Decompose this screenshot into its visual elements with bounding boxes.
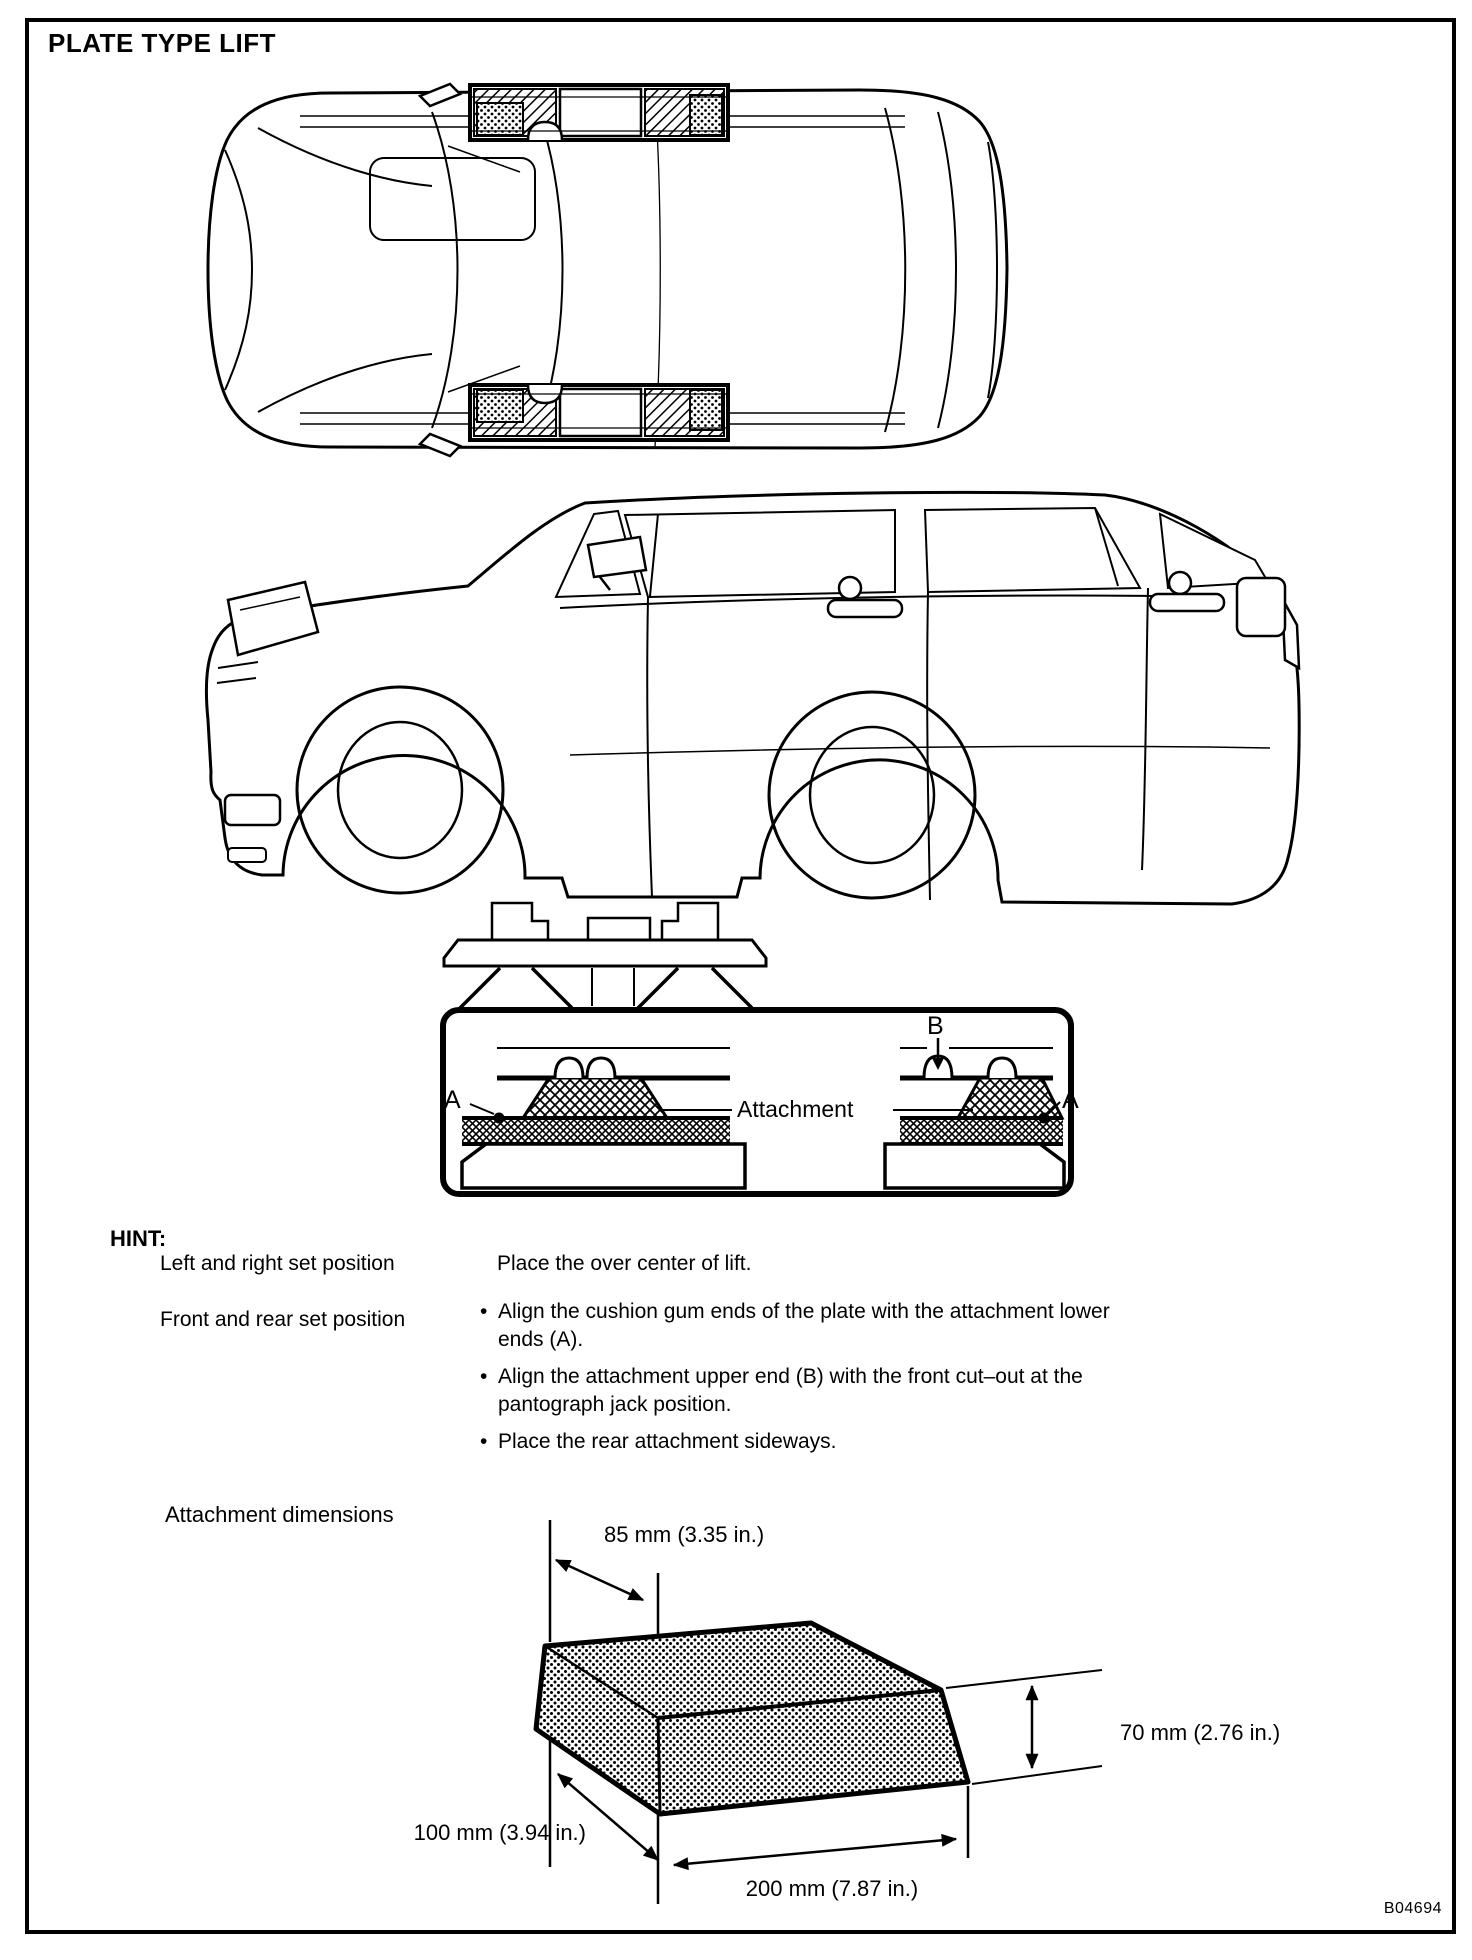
- rear-details: [1237, 578, 1299, 668]
- vehicle-top-view-drawing: [195, 75, 1025, 470]
- page-title: PLATE TYPE LIFT: [48, 28, 277, 58]
- hint-bullet-item: [480, 1363, 1120, 1419]
- vehicle-side-view-drawing: [185, 470, 1315, 1018]
- hint-bullet-item: [480, 1298, 1120, 1354]
- bullet-icon: [480, 1428, 498, 1456]
- hint-bullet-item: [480, 1428, 1120, 1456]
- hint-row1-label: Left and right set position: [160, 1252, 395, 1275]
- hint-row2-label: Front and rear set position: [160, 1308, 406, 1331]
- dimension-height-right: 70 mm (2.76 in.): [1120, 1720, 1281, 1745]
- wheels: [297, 687, 975, 898]
- lift-plate-position-rear-sill: [470, 385, 728, 440]
- figure-code: B04694: [1383, 1900, 1442, 1917]
- attachment-label: Attachment: [737, 1096, 854, 1122]
- bullet-icon: [480, 1298, 498, 1354]
- attachment-dimensions-drawing: [330, 1500, 1120, 1920]
- attachment-block: [536, 1623, 968, 1814]
- point-a-label-right: A: [1062, 1086, 1079, 1114]
- hint-row1-text: Place the over center of lift.: [497, 1252, 752, 1275]
- hint-bullet-text: Align the cushion gum ends of the plate with the attachment lower ends (A).: [498, 1300, 1110, 1351]
- windows-side: [556, 508, 1268, 597]
- dimension-length-bottom: 200 mm (7.87 in.): [745, 1876, 919, 1901]
- bullet-icon: [480, 1363, 498, 1419]
- point-b-label: B: [927, 1012, 944, 1040]
- attachment-dimensions-heading: Attachment dimensions: [165, 1502, 394, 1527]
- hint-bullet-text: Align the attachment upper end (B) with the front cut–out at the pantograph jack position.: [498, 1365, 1083, 1416]
- lift-plate-position-front-sill: [470, 85, 728, 140]
- hint-heading: HINT:: [110, 1226, 167, 1251]
- hint-bullet-list: [480, 1298, 1120, 1465]
- dimension-depth-left: 100 mm (3.94 in.): [413, 1820, 586, 1845]
- lift-plate-side: [444, 903, 766, 966]
- hint-bullet-text: Place the rear attachment sideways.: [498, 1430, 837, 1453]
- dimension-width-top: 85 mm (3.35 in.): [604, 1522, 765, 1547]
- point-a-label-left: A: [444, 1086, 461, 1114]
